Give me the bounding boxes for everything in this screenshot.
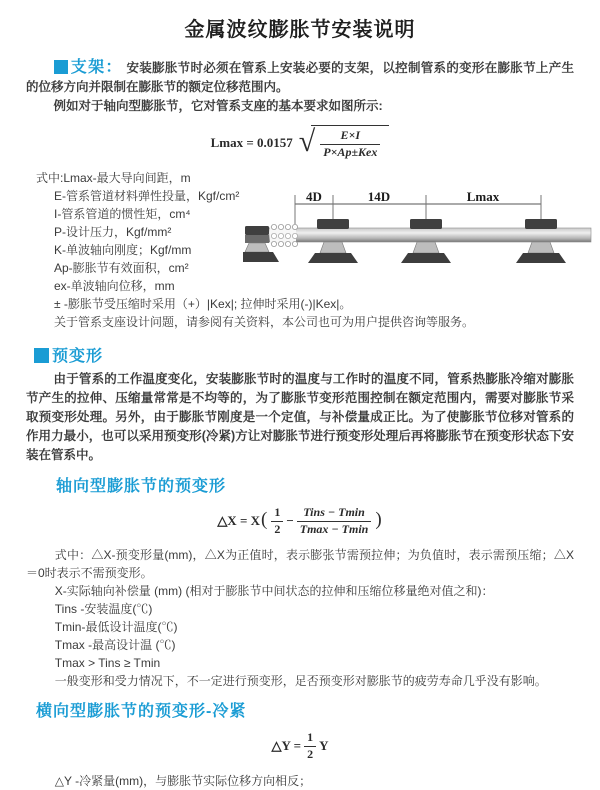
minus-sign: − [286, 513, 294, 529]
lateral-formula [0, 730, 600, 762]
preform-section-heading: 预变形 [34, 343, 574, 366]
note-line: 一般变形和受力情况下，不一定进行预变形，足否预变形对膨胀节的疲劳寿命几乎没有影响。 [54, 674, 547, 689]
note-line: Tins -安装温度(℃) [54, 602, 153, 617]
note-line: Tmax -最高设计温 (℃) [54, 638, 176, 653]
section-square-icon [54, 60, 68, 74]
variable-line: 式中:Lmax-最大导向间距，m [36, 171, 191, 186]
open-paren: ( [261, 509, 268, 531]
lateral-formula-rhs: Y [319, 738, 329, 754]
sqrt-sign-icon: √ [298, 125, 316, 159]
variable-line: Ap-膨胀节有效面积，cm² [54, 261, 189, 276]
lmax-formula [0, 125, 600, 160]
dim-label-lmax: Lmax [466, 190, 500, 204]
axial-formula-lhs: △X = X [217, 513, 260, 529]
support-section-heading: 支架： [70, 59, 123, 76]
note-line: Tmin-最低设计温度(℃) [54, 620, 178, 635]
axial-frac-den: Tmax − Tmin [297, 521, 372, 538]
lmax-formula-denominator: P×Ap±Kex [320, 144, 380, 161]
variable-line: ± -膨胀节受压缩时采用（+）|Kex|; 拉伸时采用(-)|Kex|。 [54, 297, 352, 312]
variable-line: I-管系管道的惯性矩，cm⁴ [54, 207, 191, 222]
note-line: △Y -冷紧量(mm)，与膨胀节实际位移方向相反； [54, 773, 312, 788]
close-paren: ) [375, 509, 382, 531]
support-intro-text: 安装膨胀节时必须在管系上安装必要的支架，以控制管系的变形在膨胀节上产生的位移方向并限制在膨胀节的额定位移范围内。 [26, 61, 574, 94]
axial-frac-num: Tins − Tmin [303, 505, 365, 520]
variable-line: ex-单波轴向位移，mm [54, 279, 175, 294]
preform-body-paragraph: 由于管系的工作温度变化，安装膨胀节时的温度与工作时的温度不同，管系热膨胀冷缩对膨胀节产生的拉伸、压缩量常常是不均等的，为了膨胀节变形范围控制在额定范围内，需要对膨胀节采取预变形处理。另外，由于膨胀节刚度是一个定值，与补偿量成正比。为了使膨胀节位移对管系的作用力最小，也可以采用预变形(冷紧)方让对膨胀节进行预变形处理后再将膨胀节在预变形状态下安装在管系中。 [26, 372, 574, 463]
dim-label-14d: 14D [367, 190, 391, 204]
axial-half-num: 1 [274, 505, 281, 520]
axial-notes [26, 546, 574, 690]
lateral-frac-den: 2 [304, 746, 316, 763]
pipe [247, 228, 591, 242]
lmax-formula-numerator: E×I [340, 128, 361, 142]
sqrt-radical [299, 125, 390, 160]
variable-line: P-设计压力，Kgf/mm² [54, 225, 172, 240]
note-line: X-实际轴向补偿量 (mm) (相对于膨胀节中间状态的拉伸和压缩位移量绝对值之和)： [54, 584, 494, 599]
note-line: 式中：△X-预变形量(mm)，△X为正值时，表示膨张节需预拉伸；为负值时，表示需预压缩；△X＝0时表示不需预变形。 [26, 548, 574, 581]
dim-label-4d: 4D [306, 190, 322, 204]
section-square-icon [34, 348, 49, 363]
variable-line: K-单波轴向刚度；Kgf/mm [54, 243, 192, 258]
support-example-line: 例如对于轴向型膨胀节，它对管系支座的基本要求如图所示: [53, 99, 383, 113]
axial-subsection-heading: 轴向型膨胀节的预变形 [56, 478, 227, 496]
lateral-formula-lhs: △Y = [271, 738, 302, 754]
variable-line: E-管系管道材料弹性投量，Kgf/cm² [54, 189, 240, 204]
axial-half-den: 2 [271, 521, 283, 538]
bellows-icon [270, 224, 298, 246]
axial-formula [0, 505, 600, 537]
pipe-support-diagram [243, 190, 595, 282]
lateral-note-block [26, 772, 574, 790]
support-intro-paragraph [26, 58, 574, 97]
lateral-frac-num: 1 [307, 730, 314, 745]
note-line: Tmax > Tins ≥ Tmin [54, 656, 161, 671]
support-footnote: 关于管系支座设计问题，请参阅有关资料，本公司也可为用户提供咨询等服务。 [54, 315, 475, 330]
lmax-formula-coeff: Lmax = 0.0157 [210, 134, 293, 150]
lateral-subsection-heading: 横向型膨胀节的预变形-冷紧 [36, 703, 247, 721]
page-title: 金属波纹膨胀节安装说明 [184, 19, 416, 41]
